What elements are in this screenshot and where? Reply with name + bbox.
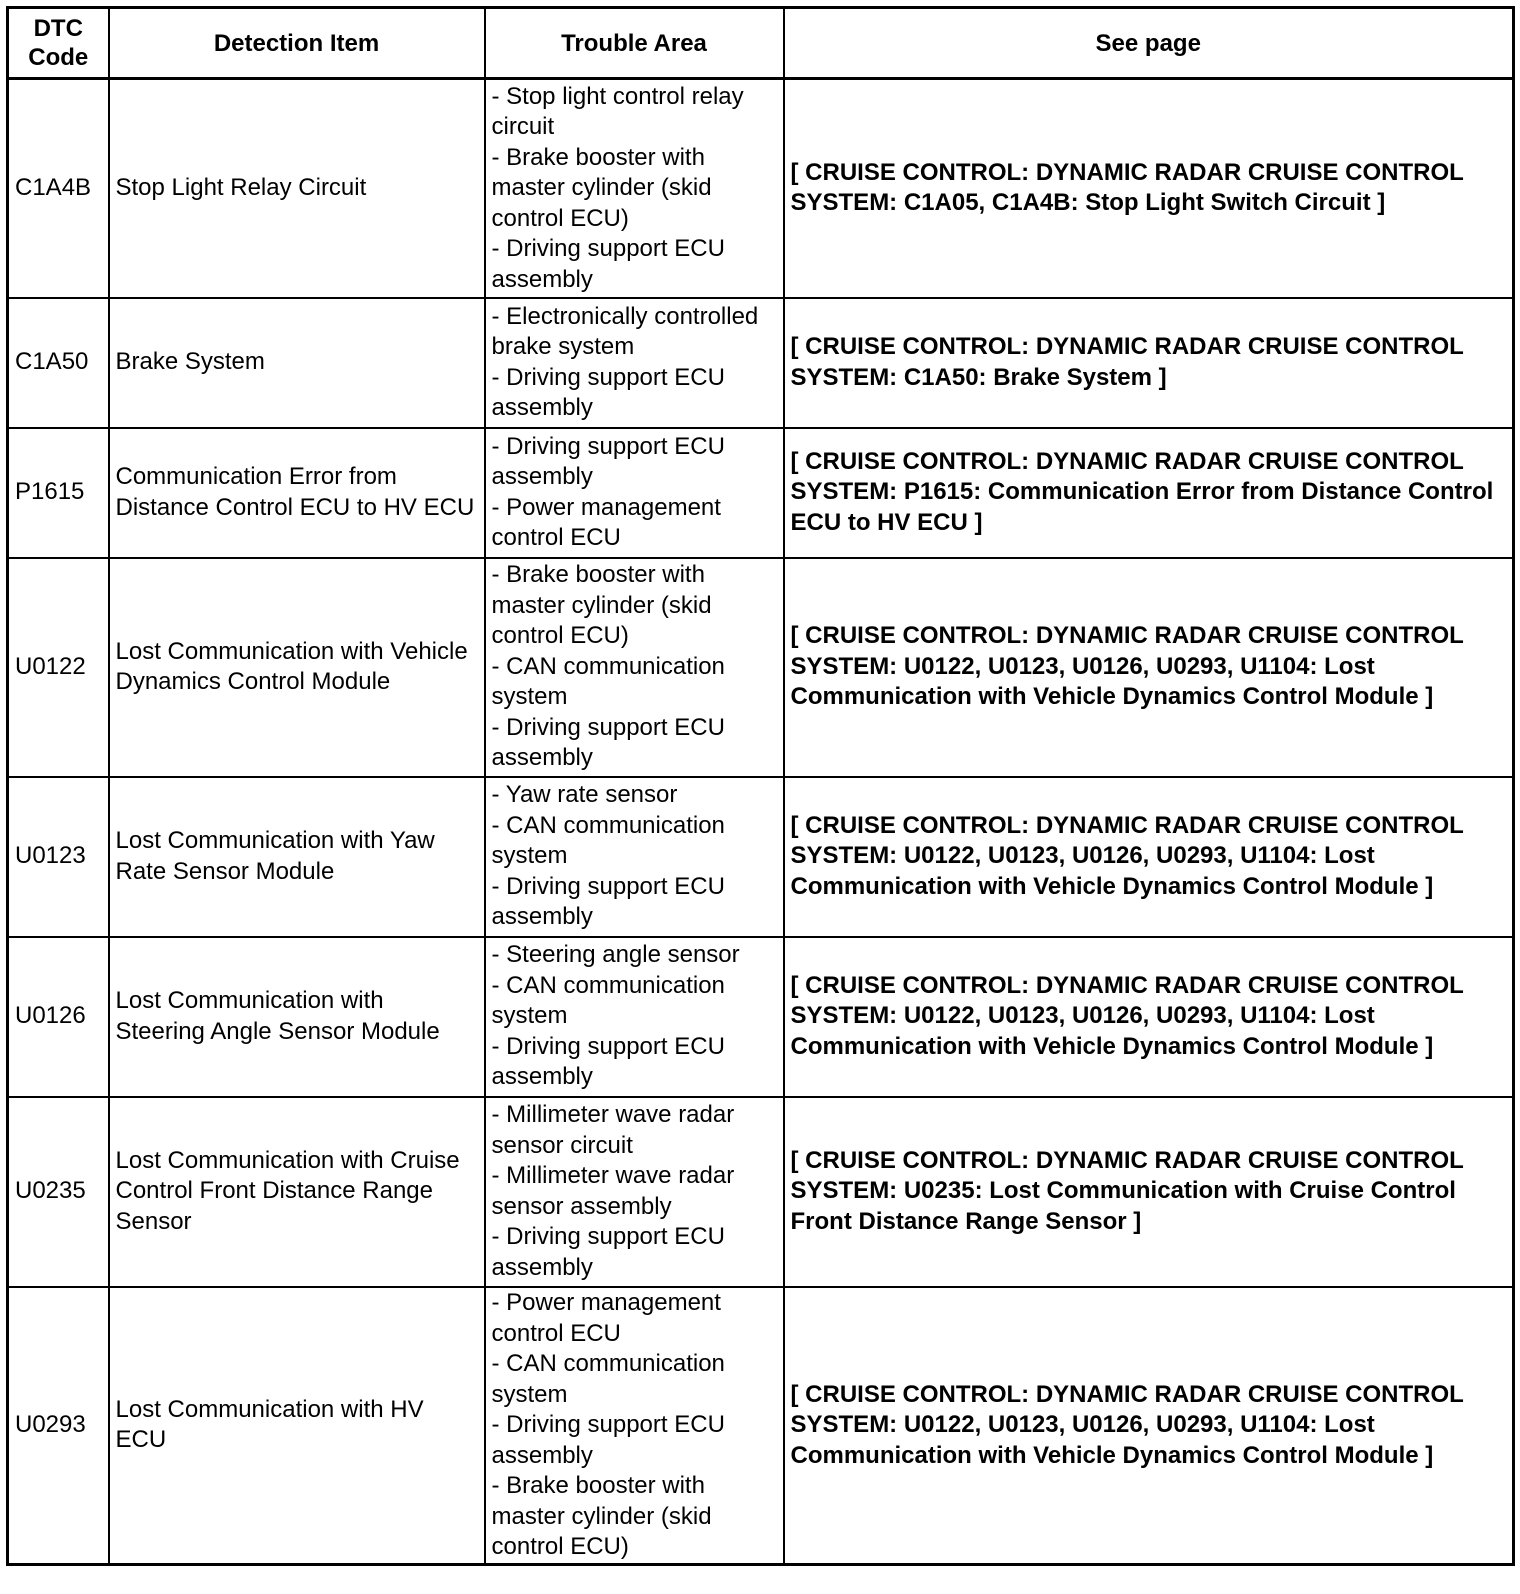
trouble-area-entry: - Yaw rate sensor xyxy=(491,781,678,809)
trouble-area-entry: - Driving support ECU assembly xyxy=(491,713,725,772)
trouble-area-cell xyxy=(485,298,784,428)
header-dtc-code: DTC Code xyxy=(8,8,109,79)
trouble-area-entry: - Driving support ECU assembly xyxy=(491,235,725,293)
trouble-area-entry: - Power management control ECU xyxy=(491,1289,721,1347)
dtc-code-cell: U0123 xyxy=(8,777,109,937)
dtc-code-cell: U0235 xyxy=(8,1097,109,1287)
see-page-link[interactable]: [ CRUISE CONTROL: DYNAMIC RADAR CRUISE CONTROL SYSTEM: U0122, U0123, U0126, U0293, U1104: Lost Communication with Vehicle Dynamics Control Module ] xyxy=(784,937,1514,1097)
trouble-area-entry: - Millimeter wave radar sensor assembly xyxy=(491,1162,735,1220)
trouble-area-cell xyxy=(485,79,784,298)
table-row xyxy=(8,428,1514,558)
trouble-area-cell xyxy=(485,558,784,777)
dtc-code-cell: C1A50 xyxy=(8,298,109,428)
trouble-area-entry: - Driving support ECU assembly xyxy=(491,1223,725,1281)
header-detection-item: Detection Item xyxy=(109,8,485,79)
trouble-area-entry: - Driving support ECU assembly xyxy=(491,1032,725,1091)
trouble-area-entry: - Electronically controlled brake system xyxy=(491,302,759,360)
dtc-code-cell: U0126 xyxy=(8,937,109,1097)
table-row xyxy=(8,777,1514,937)
dtc-code-cell: C1A4B xyxy=(8,79,109,298)
table-row xyxy=(8,558,1514,777)
table-row xyxy=(8,79,1514,298)
trouble-area-entry: - Power management control ECU xyxy=(491,493,721,551)
table-row xyxy=(8,1287,1514,1565)
trouble-area-entry: - Brake booster with master cylinder (skid control ECU) xyxy=(491,561,712,650)
trouble-area-entry: - Steering angle sensor xyxy=(491,941,740,969)
see-page-link[interactable]: [ CRUISE CONTROL: DYNAMIC RADAR CRUISE CONTROL SYSTEM: U0122, U0123, U0126, U0293, U1104: Lost Communication with Vehicle Dynamics Control Module ] xyxy=(784,777,1514,937)
dtc-code-cell: P1615 xyxy=(8,428,109,558)
header-trouble-area: Trouble Area xyxy=(485,8,784,79)
table-body xyxy=(8,79,1514,1565)
detection-item-cell: Stop Light Relay Circuit xyxy=(109,79,485,298)
detection-item-cell: Lost Communication with Vehicle Dynamics Control Module xyxy=(109,558,485,777)
trouble-area-cell xyxy=(485,777,784,937)
detection-item-cell: Communication Error from Distance Control ECU to HV ECU xyxy=(109,428,485,558)
trouble-area-entry: - Stop light control relay circuit xyxy=(491,82,744,140)
trouble-area-entry: - Brake booster with master cylinder (skid control ECU) xyxy=(491,1472,712,1560)
trouble-area-cell xyxy=(485,1097,784,1287)
see-page-link[interactable]: [ CRUISE CONTROL: DYNAMIC RADAR CRUISE CONTROL SYSTEM: U0235: Lost Communication with Cruise Control Front Distance Range Sensor ] xyxy=(784,1097,1514,1287)
table-row xyxy=(8,298,1514,428)
trouble-area-entry: - Brake booster with master cylinder (skid control ECU) xyxy=(491,143,712,232)
dtc-code-cell: U0293 xyxy=(8,1287,109,1565)
detection-item-cell: Lost Communication with Cruise Control Front Distance Range Sensor xyxy=(109,1097,485,1287)
table-row xyxy=(8,937,1514,1097)
see-page-link[interactable]: [ CRUISE CONTROL: DYNAMIC RADAR CRUISE CONTROL SYSTEM: U0122, U0123, U0126, U0293, U1104: Lost Communication with Vehicle Dynamics Control Module ] xyxy=(784,1287,1514,1565)
trouble-area-cell xyxy=(485,428,784,558)
trouble-area-entry: - CAN communication system xyxy=(491,1350,725,1408)
trouble-area-entry: - Millimeter wave radar sensor circuit xyxy=(491,1101,735,1159)
dtc-code-cell: U0122 xyxy=(8,558,109,777)
trouble-area-entry: - Driving support ECU assembly xyxy=(491,363,725,421)
trouble-area-entry: - CAN communication system xyxy=(491,971,725,1030)
header-see-page: See page xyxy=(784,8,1514,79)
see-page-link[interactable]: [ CRUISE CONTROL: DYNAMIC RADAR CRUISE CONTROL SYSTEM: P1615: Communication Error from Distance Control ECU to HV ECU ] xyxy=(784,428,1514,558)
trouble-area-entry: - CAN communication system xyxy=(491,652,725,711)
detection-item-cell: Lost Communication with Steering Angle Sensor Module xyxy=(109,937,485,1097)
see-page-link[interactable]: [ CRUISE CONTROL: DYNAMIC RADAR CRUISE CONTROL SYSTEM: U0122, U0123, U0126, U0293, U1104: Lost Communication with Vehicle Dynamics Control Module ] xyxy=(784,558,1514,777)
detection-item-cell: Brake System xyxy=(109,298,485,428)
table-header-row xyxy=(8,8,1514,79)
trouble-area-entry: - Driving support ECU assembly xyxy=(491,432,725,490)
trouble-area-entry: - CAN communication system xyxy=(491,811,725,870)
detection-item-cell: Lost Communication with HV ECU xyxy=(109,1287,485,1565)
dtc-table xyxy=(6,6,1515,1566)
trouble-area-cell xyxy=(485,1287,784,1565)
table-row xyxy=(8,1097,1514,1287)
see-page-link[interactable]: [ CRUISE CONTROL: DYNAMIC RADAR CRUISE CONTROL SYSTEM: C1A05, C1A4B: Stop Light Switch Circuit ] xyxy=(784,79,1514,298)
trouble-area-entry: - Driving support ECU assembly xyxy=(491,1411,725,1469)
see-page-link[interactable]: [ CRUISE CONTROL: DYNAMIC RADAR CRUISE CONTROL SYSTEM: C1A50: Brake System ] xyxy=(784,298,1514,428)
trouble-area-entry: - Driving support ECU assembly xyxy=(491,872,725,931)
trouble-area-cell xyxy=(485,937,784,1097)
detection-item-cell: Lost Communication with Yaw Rate Sensor Module xyxy=(109,777,485,937)
